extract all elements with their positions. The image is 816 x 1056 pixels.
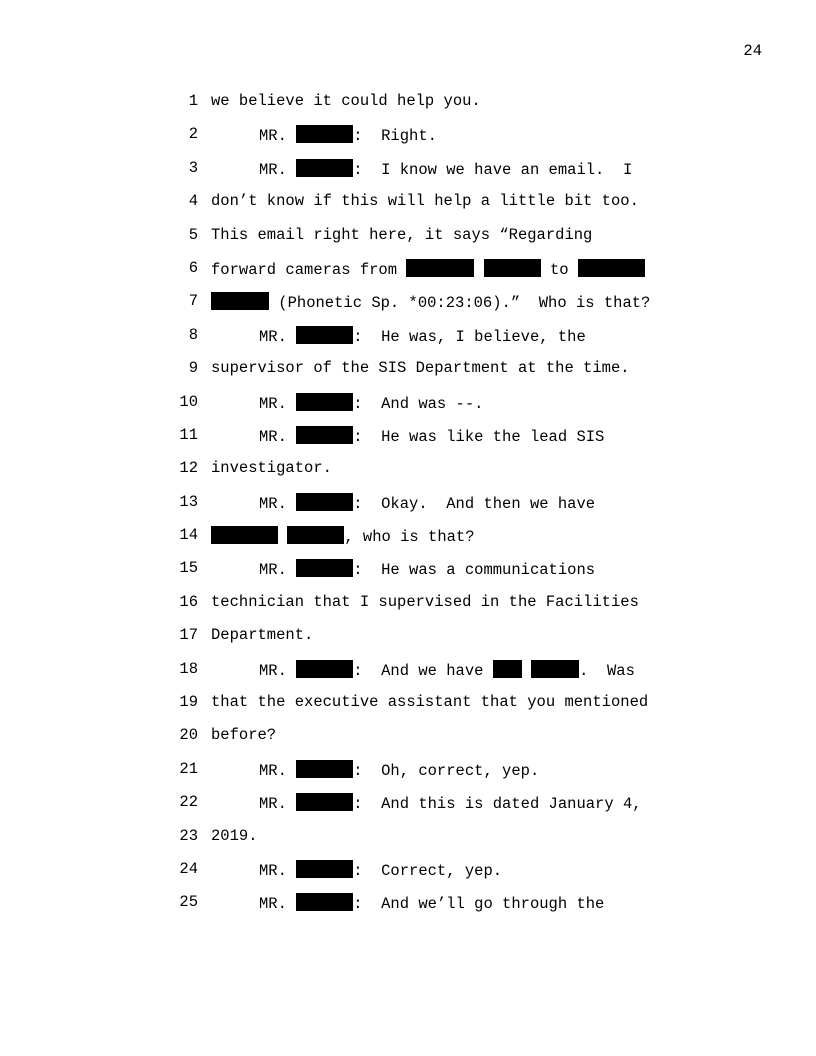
line-number: 25	[179, 893, 198, 912]
page-number: 24	[743, 42, 762, 60]
line-number: 8	[188, 325, 198, 344]
line-number: 15	[179, 559, 198, 578]
line-text: don’t know if this will help a little bit too.	[211, 192, 639, 211]
transcript-line	[0, 793, 816, 826]
line-number: 16	[179, 592, 198, 611]
transcript-line	[0, 893, 816, 926]
line-number: 20	[179, 726, 198, 745]
line-text: supervisor of the SIS Department at the time.	[211, 359, 630, 378]
line-number: 7	[188, 292, 198, 311]
line-number: 19	[179, 693, 198, 712]
line-text: 2019.	[211, 826, 258, 845]
line-text: technician that I supervised in the Facilities	[211, 592, 639, 611]
line-number: 21	[179, 759, 198, 778]
line-text: we believe it could help you.	[211, 92, 481, 110]
line-text: investigator.	[211, 459, 332, 478]
line-number: 10	[179, 392, 198, 411]
line-text: MR. : And this is dated January 4,	[259, 795, 642, 814]
transcript-line	[0, 860, 816, 893]
transcript-line	[0, 359, 816, 392]
redaction-box	[296, 660, 353, 678]
redaction-box	[296, 326, 353, 344]
line-number: 9	[188, 359, 198, 378]
redaction-box	[296, 125, 353, 143]
line-text: MR. : Okay. And then we have	[259, 494, 596, 513]
redaction-box	[296, 760, 353, 778]
redaction-box	[296, 793, 353, 811]
line-text: that the executive assistant that you mentioned	[211, 693, 649, 712]
transcript-line	[0, 760, 816, 793]
redaction-box	[296, 393, 353, 411]
redaction-box	[296, 426, 353, 444]
transcript-line	[0, 393, 816, 426]
line-text: MR. : He was like the lead SIS	[259, 427, 605, 446]
line-number: 12	[179, 459, 198, 478]
transcript-line	[0, 459, 816, 492]
line-text: MR. : I know we have an email. I	[259, 160, 633, 179]
line-text: before?	[211, 726, 277, 745]
line-number: 3	[188, 158, 198, 177]
redaction-box	[493, 660, 522, 678]
transcript-line	[0, 92, 816, 125]
transcript-line	[0, 326, 816, 359]
line-number: 24	[179, 859, 198, 878]
line-text: MR. : And was --.	[259, 394, 484, 413]
transcript-line	[0, 159, 816, 192]
line-number: 23	[179, 826, 198, 845]
redaction-box	[578, 259, 645, 277]
transcript-line	[0, 192, 816, 225]
redaction-box	[406, 259, 474, 277]
redaction-box	[296, 493, 353, 511]
line-text: forward cameras from to	[211, 259, 645, 279]
transcript-body	[0, 92, 816, 927]
line-text: Department.	[211, 626, 314, 645]
line-number: 6	[188, 258, 198, 277]
transcript-line	[0, 259, 816, 292]
line-number: 13	[179, 492, 198, 511]
transcript-line	[0, 693, 816, 726]
transcript-line	[0, 292, 816, 325]
redaction-box	[211, 292, 269, 310]
transcript-line	[0, 426, 816, 459]
transcript-line	[0, 626, 816, 659]
line-number: 18	[179, 659, 198, 678]
line-text: MR. : And we’ll go through the	[259, 895, 605, 914]
transcript-line	[0, 125, 816, 158]
redaction-box	[531, 660, 579, 678]
line-number: 14	[179, 526, 198, 545]
line-text: MR. : Right.	[259, 127, 437, 146]
redaction-box	[287, 526, 344, 544]
transcript-line	[0, 526, 816, 559]
line-text: MR. : He was a communications	[259, 561, 596, 580]
line-number: 22	[179, 793, 198, 812]
line-number: 1	[188, 92, 198, 110]
transcript-line	[0, 827, 816, 860]
transcript-line	[0, 226, 816, 259]
line-text: MR. : And we have . Was	[259, 661, 635, 680]
redaction-box	[484, 259, 541, 277]
redaction-box	[296, 159, 353, 177]
line-text: MR. : Correct, yep.	[259, 861, 503, 880]
transcript-line	[0, 660, 816, 693]
line-number: 4	[188, 192, 198, 211]
line-text: MR. : He was, I believe, the	[259, 327, 586, 346]
redaction-box	[296, 893, 353, 911]
redaction-box	[296, 559, 353, 577]
line-text: This email right here, it says “Regarding	[211, 225, 593, 244]
redaction-box	[296, 860, 353, 878]
line-number: 11	[179, 425, 198, 444]
transcript-line	[0, 726, 816, 759]
line-text: MR. : Oh, correct, yep.	[259, 761, 540, 780]
line-text: , who is that?	[211, 526, 475, 546]
transcript-line	[0, 593, 816, 626]
line-text: (Phonetic Sp. *00:23:06).” Who is that?	[211, 292, 650, 312]
line-number: 2	[188, 125, 198, 144]
redaction-box	[211, 526, 278, 544]
line-number: 17	[179, 626, 198, 645]
line-number: 5	[188, 225, 198, 244]
transcript-line	[0, 559, 816, 592]
transcript-line	[0, 493, 816, 526]
